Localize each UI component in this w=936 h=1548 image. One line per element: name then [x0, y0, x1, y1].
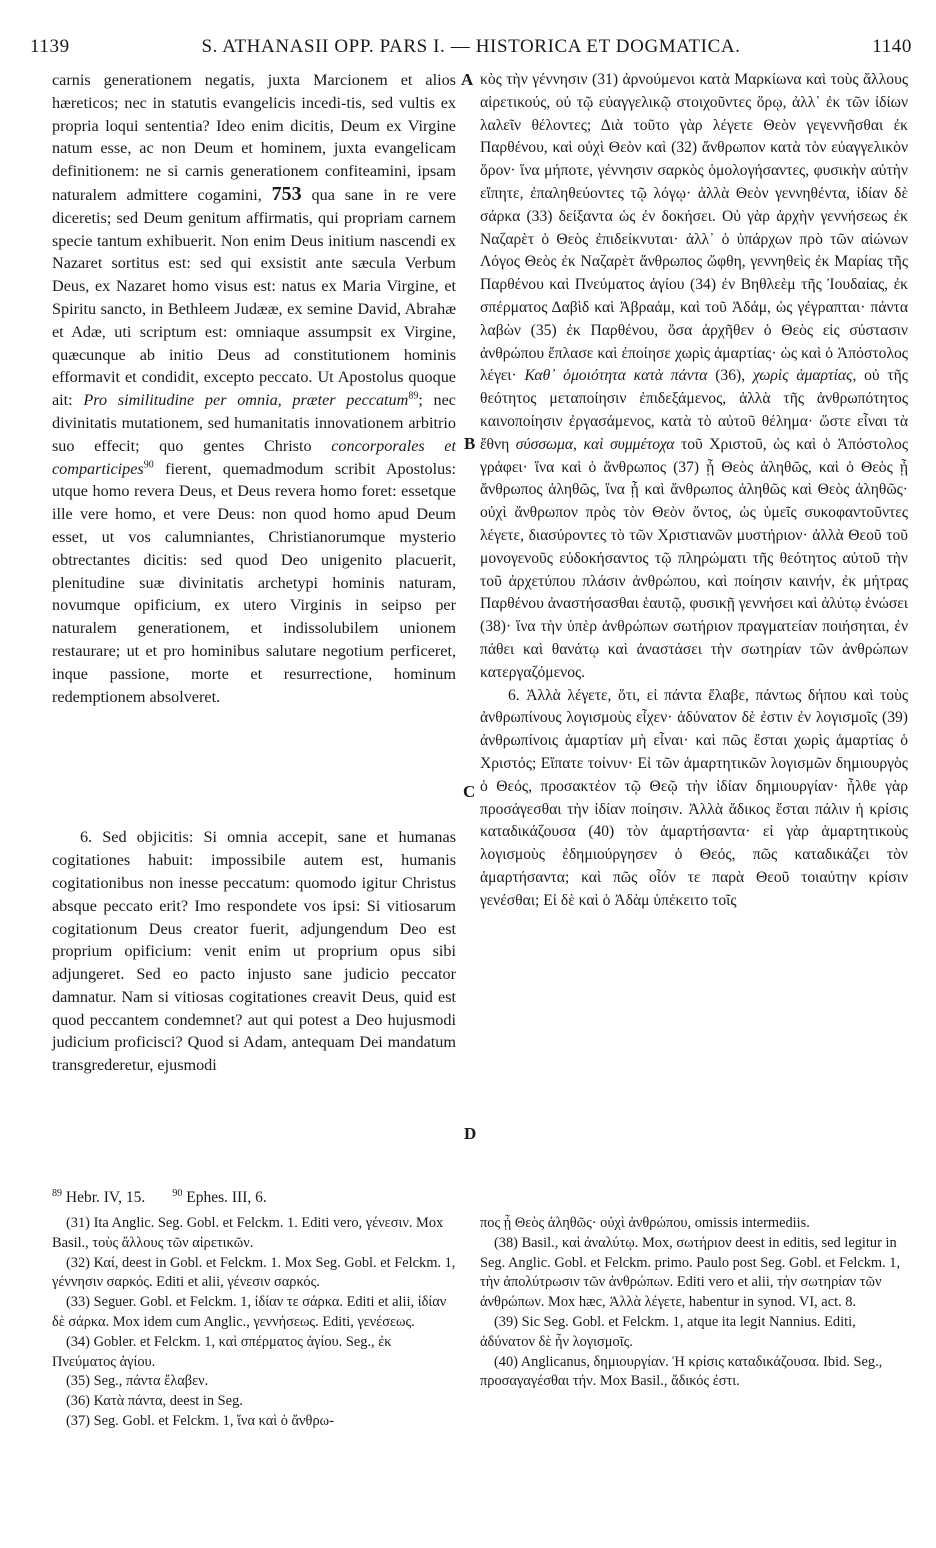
margin-letter-d: D: [464, 1124, 477, 1143]
latin-text: qua sane in re vere diceretis; sed Deum genitum affirmatis, qui propriam carnem specie tantum exhibuerit. Non enim Deus initium nascendi ex Nazaret sortitus est: sed qui exsistit ante sæcula Verbum Deus, ex Nazaret homo visus est: natus ex Maria Virgine, et Spiritu sancto, in Bethleem Judææ, ex semine David, Abrahæ et Adæ, uti scriptum est: omniaque assumpsit ex Virgine, quæcunque ab initio Deus ad constitutionem hominis efformavit et condidit, excepto peccato. Ut Apostolus quoque ait:: [52, 185, 457, 410]
scripture-footnotes: [52, 1187, 456, 1208]
variant-note: (40) Anglicanus, δημιουργίαν. Ἡ κρίσις καταδικάζουσα. Ibid. Seg., προσαγαγέσθαι τήν. Mox Basil., ἄδικός ἐστι.: [480, 1353, 883, 1390]
variant-note: (35) Seg., πάντα ἔλαβεν.: [66, 1373, 209, 1390]
greek-quotation: σύσσωμα, καὶ συμμέτοχα: [515, 435, 675, 453]
footnote-ref-90: 90: [143, 459, 154, 471]
latin-paragraph-1: [52, 69, 456, 708]
latin-column: [52, 69, 456, 1077]
greek-quotation: Καθ᾽ ὁμοιότητα κατὰ πάντα: [524, 367, 708, 385]
greek-text: , οὐ τῆς θεότητος μεταποίησιν ἐπιδεξάμενος, ἀλλὰ τῆς ἀνθρωπότητος καινοποίησιν ἐργασάμενος, κατὰ τὸ αὐτοῦ θέλημα· ὥστε εἶναι τὰ ἔθνη: [480, 367, 908, 453]
latin-text: carnis generationem negatis, juxta Marcionem et alios hæreticos; nec in statutis evangelicis incedi-tis, sed vultis ex propria loqui sententia? Ideo enim dicitis, Deum ex Virgine natum esse, ac non Deum et hominem, juxta evangelicam definitionem: ne si carnis generationem confiteamini, ipsam naturalem admittere cogamini,: [52, 71, 456, 204]
margin-letter-b: B: [464, 434, 476, 453]
variant-note: (39) Sic Seg. Gobl. et Felckm. 1, atque ita legit Nannius. Editi, ἀδύνατον δὲ ἦν λογισμοῖς.: [480, 1313, 856, 1350]
latin-quotation: concorporales et comparticipes: [52, 436, 456, 478]
variant-note: (32) Καί, deest in Gobl. et Felckm. 1. Mox Seg. Gobl. et Felckm. 1, γέννησιν σαρκός. Editi et alii, γένεσιν σαρκός.: [52, 1254, 456, 1291]
variant-note: (37) Seg. Gobl. et Felckm. 1, ἵνα καὶ ὁ ἄνθρω-: [66, 1412, 334, 1429]
variant-note: πος ᾖ Θεὸς ἀληθῶς· οὐχὶ ἀνθρώπου, omissis intermediis.: [480, 1215, 810, 1231]
margin-letter-a: A: [461, 70, 474, 89]
footnote-text: Hebr. IV, 15.: [65, 1189, 146, 1206]
margin-letter-c: C: [463, 782, 476, 801]
latin-text: fierent, quemadmodum scribit Apostolus: utque homo revera Deus, et Deus revera homo foret: essetque ille vere homo, et vere Deus: non quod homo apud Deum esset, ut vos calumniantes, Christianorumque mysterio obtrectantes dicitis: sed quod Deo unigenito placuerit, plenitudine suæ divinitatis archetypi hominis naturam, novumque opificium, ex utero Virginis in seipso per naturalem generationem, et indissolubilem unionem restaurare; ut et pro hominibus salutare negotium perficeret, inque passione, morte et resurrectione, hominum redemptionem absolveret.: [52, 459, 456, 706]
variant-note: (31) Ita Anglic. Seg. Gobl. et Felckm. 1. Editi vero, γένεσιν. Mox Basil., τοὺς ἄλλους τῶν αἱρετικῶν.: [52, 1215, 444, 1251]
variant-note: (34) Gobler. et Felckm. 1, καὶ σπέρματος ἁγίου. Seg., ἐκ Πνεύματος ἁγίου.: [52, 1333, 392, 1370]
latin-text: ; nec divinitatis mutationem, sed humanitatis innovationem arbitrio suo effecit; quo gentes Christo: [52, 391, 456, 455]
greek-paragraph-1: [480, 69, 908, 685]
running-header: [30, 36, 912, 62]
variant-note: (36) Κατὰ πάντα, deest in Seg.: [66, 1393, 243, 1410]
variant-notes-left: [52, 1214, 456, 1432]
footnote-number: 89: [52, 1187, 62, 1199]
footnote-text: Ephes. III, 6.: [186, 1189, 267, 1206]
greek-paragraph-2: 6. Ἀλλὰ λέγετε, ὅτι, εἰ πάντα ἔλαβε, πάντως δήπου καὶ τοὺς ἀνθρωπίνους λογισμοὺς εἶχεν· ἀδύνατον δὲ ἐστιν ἐν λογισμοῖς (39) ἀνθρωπίνοις ἁμαρτίαν μὴ εἶναι· καὶ πῶς ἔσται χωρὶς ἁμαρτίας ὁ Χριστός; Εἴπατε τοίνυν· Εἰ τῶν ἁμαρτητικῶν λογισμῶν δημιουργὸς ὁ Θεός, προσακτέον τῷ Θεῷ τὴν ἰδίαν δημιουργίαν· ἦλθε γὰρ προσάγεσθαι τὴν ἰδίαν ποίησιν. Ἀλλὰ ἄδικος ἔσται πάλιν ἡ κρίσις καταδικάζουσα (40) τὸν ἁμαρτήσαντα· εἰ γὰρ ἁμαρτητικοὺς λογισμοὺς ἐδημιούργησεν ὁ Θεός, πῶς καταδικάζει τὸν ἁμαρτήσαντα; καὶ πῶς οἷόν τε παρὰ Θεοῦ τοιαύτην κρίσιν γενέσθαι; Εἰ δὲ καὶ ὁ Ἀδὰμ ὑπέκειτο τοῖς: [480, 686, 908, 909]
page-number-right: 1140: [872, 36, 912, 57]
footnote-number: 90: [172, 1187, 183, 1199]
latin-paragraph-2: 6. Sed objicitis: Si omnia accepit, sane et humanas cogitationes habuit: impossibile autem est, humanis cogitationibus non inesse peccatum: quomodo igitur Christus absque peccato erit? Imo respondete vos ipsi: Si vitiosarum cogitationum Deus creator fuerit, adjungendum Deo est proprium opificium: venit enim ut proprium opus sibi adjungeret. Sed eo pacto injusto sane judicio peccator damnatur. Nam si vitiosas cogitationes creavit Deus, quid est quod peccantem condemnet? aut qui potest a Deo hujusmodi judicium proficisci? Quod si Adam, antequam Dei mandatum transgrederetur, ejusmodi: [52, 828, 456, 1075]
variant-note: (38) Basil., καὶ ἀναλύτῳ. Mox, σωτήριον deest in editis, sed legitur in Seg. Anglic. Gobl. et Felckm. primo. Paulo post Seg. Gobl. et Felckm. 1, τὴν ἀπολύτρωσιν τῶν ἀνθρώπων. Editi vero et alii, τὴν σωτηρίαν τῶν ἀνθρώπων. Mox hæc, Ἀλλὰ λέγετε, habentur in synod. VI, act. 8.: [480, 1234, 901, 1311]
greek-column: [480, 69, 908, 912]
column-number: 753: [271, 182, 302, 205]
greek-text: τοῦ Χριστοῦ, ὡς καὶ ὁ Ἀπόστολος γράφει· ἵνα καὶ ὁ ἄνθρωπος (37) ᾖ Θεὸς ἀληθῶς, καὶ ὁ Θεὸς ᾖ ἄνθρωπος ἀληθῶς, ἵνα ᾖ καὶ ἄνθρωπος ἀληθῶς καὶ Θεὸς ἀληθῶς· οὐχὶ ἄνθρωπον πρὸς τὸν Θεὸν ὄντος, ὡς ὑμεῖς συκοφαντοῦντες λέγετε, διασύροντες τὸ τῶν Χριστιανῶν μυστήριον· ἀλλὰ Θεοῦ τοῦ μονογενοῦς εὐδοκήσαντος τῷ πληρώματι τῆς θεότητος αὐτοῦ τὴν τοῦ ἀρχετύπου πλάσιν ἀνθρώπου, καὶ ποίησιν καινήν, ἐκ μήτρας Παρθένου ἀναστήσασθαι ἑαυτῷ, φυσικῇ γεννήσει καὶ ἀλύτῳ ἑνώσει (38)· ἵνα τὴν ὑπὲρ ἀνθρώπων σωτήριον πραγματείαν ποιήσηται, ἐν πάθει καὶ θανάτῳ καὶ ἀναστάσει τὴν σωτηρίαν τῶν ἀνθρώπων κατεργαζόμενος.: [480, 435, 909, 681]
page-number-left: 1139: [30, 36, 70, 57]
latin-quotation: Pro similitudine per omnia, præter peccatum: [83, 391, 409, 410]
variant-note: (33) Seguer. Gobl. et Felckm. 1, ἰδίαν τε σάρκα. Editi et alii, ἰδίαν δὲ σάρκα. Mox idem cum Anglic., γεννήσεως. Editi, γενέσεως.: [52, 1294, 447, 1330]
greek-text: (36),: [715, 367, 746, 385]
running-title: S. ATHANASII OPP. PARS I. — HISTORICA ET DOGMATICA.: [201, 36, 741, 57]
greek-text: κὸς τὴν γέννησιν (31) ἀρνούμενοι κατὰ Μαρκίωνα καὶ τοὺς ἄλλους αἱρετικούς, οὐ τῷ εὐαγγελικῷ στοιχοῦντες ὅρῳ, ἀλλ᾽ ἐκ τῶν ἰδίων λαλεῖν θέλοντες; Διὰ τοῦτο γὰρ λέγετε Θεὸν γεγεννῆσθαι ἐκ Παρθένου, καὶ οὐχὶ Θεὸν καὶ (32) ἄνθρωπον κατὰ τὸν εὐαγγελικὸν ὅρον· ἵνα μήποτε, γέννησιν σαρκὸς ὁμολογήσαντες, φυσικὴν αὐτὴν εἴπητε, ἐπαληθεύοντες τῷ λόγῳ· ἀλλὰ Θεὸν γεννηθέντα, ἰδίαν δὲ σάρκα (33) δείξαντα ὡς ἐν δοκήσει. Οὐ γὰρ ἀρχὴν γεννήσεως ἐκ Ναζαρὲτ ὁ Θεὸς ἐπιδείκνυται· ἀλλ᾽ ὁ ὑπάρχων πρὸ τῶν αἰώνων Λόγος Θεὸς ἐκ Ναζαρὲτ ἄνθρωπος ὤφθη, γεννηθεὶς ἐκ Μαρίας τῆς Παρθένου καὶ Πνεύματος ἁγίου (34) ἐν Βηθλεὲμ τῆς Ἰουδαίας, ἐκ σπέρματος Δαβὶδ καὶ Ἀβραάμ, καὶ τοῦ Ἀδάμ, ὡς γέγραπται· πάντα λαβὼν (35) ἐκ Παρθένου, ὅσα ἀρχῆθεν ὁ Θεὸς εἰς σύστασιν ἀνθρώπου ἔπλασε καὶ ἐποίησε χωρὶς ἁμαρτίας· ὡς καὶ ὁ Ἀπόστολος λέγει·: [480, 71, 908, 385]
greek-quotation: χωρὶς ἁμαρτίας: [752, 367, 853, 385]
footnote-ref-89: 89: [408, 390, 419, 402]
variant-notes-right: [480, 1214, 908, 1392]
